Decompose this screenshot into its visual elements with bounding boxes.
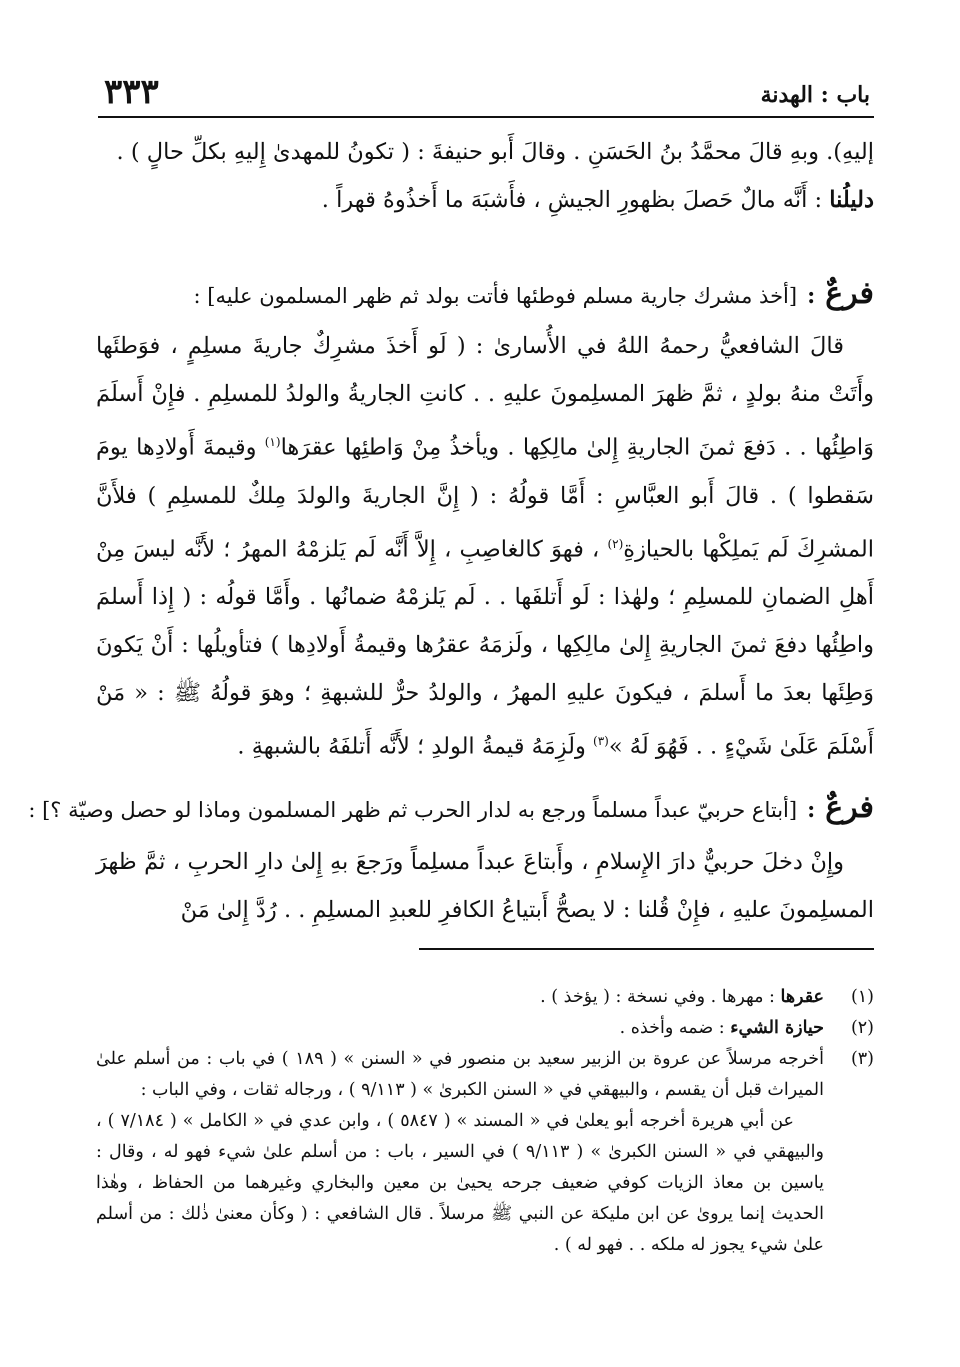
footnote-item [96,1044,874,1261]
dalil-paragraph [96,176,874,224]
footnote-rule [419,948,874,950]
dalil-label: دليلُنا [829,187,874,213]
dalil-text: : أَنَّه مالٌ حَصلَ بظهورِ الجيشِ ، فأَشبَهَ ما أَخذُوهُ قهراً . [321,187,830,213]
section-title: [أبتاع حربيّ عبداً مسلماً ورجع به لدار الحرب ثم ظهر المسلمون وماذا لو حصل وصيّة ؟] : [28,798,798,822]
footnote-ref[interactable]: (١) [264,435,281,449]
section-separator: : [807,283,816,309]
footnote-number: (١) [850,987,874,1007]
text-run: ، فهوَ كالغاصِبِ ، إِلاَّ أَنَّه لَم يَلزمْهُ المهرُ ؛ لأَنَّه ليسَ مِنْ أَهلِ الضمانِ للمسلِمِ ؛ ولهٰذا : لَو أَتلفَها . . لَم يَلزمْهُ ضمانُها . وأَمَّا قولُه : ( إِذا أَسلمَ واطِئُها دفعَ ثمنَ الجاريةِ إِلىٰ مالِكِها ، ولَزمَهُ عقرُها وقيمةُ أَولادِها ) فتأويلُها : أَنْ يَكونَ وَطِئَها بعدَ ما أَسلمَ ، فيكونَ عليهِ المهرُ ، والولدُ حرٌّ للشبهةِ ؛ وهوَ قولُهُ ﷺ : « مَنْ أَسْلَمَ عَلَىٰ شَيْءٍ . . فَهُوَ لَهُ » [96,536,874,760]
footnote-term: عقرها [780,987,824,1007]
section-paragraph: وإِنْ دخلَ حربيٌّ دارَ الإِسلامِ ، وأَبتاعَ عبداً مسلِماً ورَجعَ بهِ إِلىٰ دارِ الحربِ ، ثمَّ ظهرَ المسلِمونَ عليهِ ، فإِنْ قُلنا : لا يصحُّ أَبتياعُ الكافرِ للعبدِ المسلِمِ . . رُدَّ إِلىٰ مَنْ [96,849,874,923]
section-heading-2 [28,788,874,830]
intro-block [96,128,874,224]
footnote-number: (٢) [850,1018,874,1038]
section-label: فرعٌ [825,276,874,311]
footnote-number: (٣) [850,1049,874,1069]
section-body-1 [96,322,874,771]
text-run: قالَ الشافعيُّ رحمهُ اللهُ في الأُسارىٰ : ( لَو أَخذَ مشرِكٌ جاريةَ مسلِمٍ ، فوَطئَها وأَتَتْ منهُ بولدٍ ، ثمَّ ظهرَ المسلِمونَ عليهِ . . كانتِ الجاريةُ والولدُ للمسلِمِ . فإِنْ أَسلَمَ وَاطِئُها . . دَفعَ ثمنَ الجاريةِ إِلىٰ مالِكِها . ويأخذُ مِنْ وَاطئِها عقرَها [96,333,874,461]
intro-line: إليهِ). وبهِ قالَ محمَّدُ بنُ الحَسَنِ . وقالَ أَبو حنيفةَ : ( تكونُ للمهدىٰ إِليهِ بكلِّ حالٍ ) . [116,139,874,165]
footnote-item [96,982,874,1013]
footnote-text: : ضمه وأخذه . [619,1018,731,1038]
footnote-ref[interactable]: (٣) [593,734,609,748]
footnote-ref[interactable]: (٢) [607,536,624,551]
footnote-text: أخرجه مرسلاً عن عروة بن الزبير سعيد بن منصور في « السنن » ( ١٨٩ ) في باب : من أسلم علىٰ الميراث قبل أن يقسم ، والبيهقي في « السنن الكبرىٰ » ( ٩/١١٣ ) ، ورجاله ثقات ، وفي الباب : [96,1049,824,1100]
chapter-title: باب : الهدنة [760,82,870,108]
footnotes [96,982,874,1261]
text-run: ولَزِمَهُ قيمةُ الولدِ ؛ لأَنَّه أَتلفَهُ بالشبهةِ . [237,733,594,760]
footnote-item [96,1013,874,1044]
page-header [98,70,874,114]
section-body-2 [96,838,874,934]
footnote-term: حيازة الشيء [730,1018,824,1038]
footnote-text: عن أبي هريرة أخرجه أبو يعلىٰ في « المسند » ( ٥٨٤٧ ) ، وابن عدي في « الكامل » ( ٧/١٨٤ ) ، والبيهقي في « السنن الكبرىٰ » ( ٩/١١٣ ) في السير ، باب : من أسلم علىٰ شيء فهو له ، وقال : ياسين بن معاذ الزيات كوفي ضعيف جرحه يحيىٰ بن معين والبخاري وغيرهما من الحفاظ ، وهٰذا الحديث إنما يروىٰ عن ابن مليكة عن النبي ﷺ مرسلاً . قال الشافعي : ( وكأن معنىٰ ذٰلك : من أسلم علىٰ شيء يجوز له ملكه . . فهو له ) . [96,1111,825,1255]
footnote-text: : مهرها . وفي نسخة : ( يؤخذ ) . [540,987,781,1007]
section-heading-1 [96,274,874,316]
page-number: ٣٣٣ [104,72,159,112]
section-label: فرعٌ [825,790,874,825]
text-run: وقيمةَ أَولادِها يومَ سَقطوا ) . قالَ أَبو العبَّاسِ : أَمَّا قولُهُ : ( إِنَّ الجاريةَ والولدَ مِلكٌ للمسلِمِ ) فلأَنَّ المشرِكَ لَم يَملِكْها بالحيازةِ [96,434,874,562]
section-title: [أخذ مشرك جارية مسلم فوطئها فأتت بولد ثم ظهر المسلمون عليه] : [193,284,798,308]
section-paragraph [96,322,874,771]
section-separator: : [807,797,816,823]
header-rule [98,116,874,118]
